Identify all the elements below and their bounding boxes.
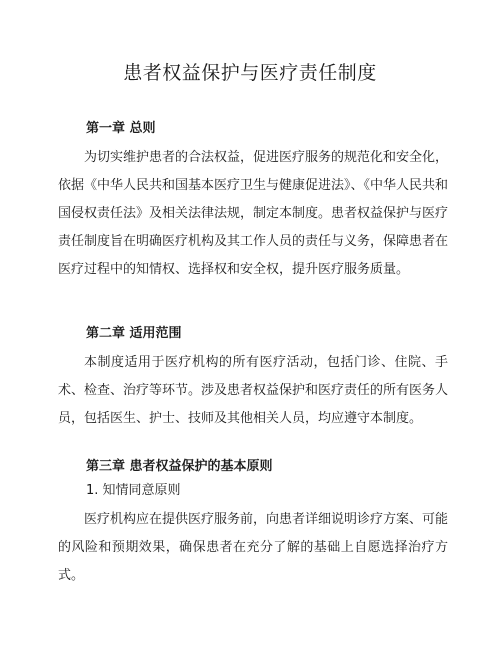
section-heading: 第一章 总则 [86,121,156,136]
section-scope [58,325,448,433]
section-basic-principles [58,458,448,590]
document-title: 患者权益保护与医疗责任制度 [123,62,377,84]
section-heading: 第二章 适用范围 [86,326,182,341]
section-heading: 第三章 患者权益保护的基本原则 [86,459,273,474]
section-paragraph: 为切实维护患者的合法权益，促进医疗服务的规范化和安全化，依据《中华人民共和国基本医疗卫生与健康促进法》、《中华人民共和国侵权责任法》及相关法律法规，制定本制度。患者权益保护与医疗责任制度旨在明确医疗机构及其工作人员的责任与义务，保障患者在医疗过程中的知情权、选择权和安全权，提升医疗服务质量。 [58,150,449,277]
section-paragraph: 本制度适用于医疗机构的所有医疗活动，包括门诊、住院、手术、检查、治疗等环节。涉及患者权益保护和医疗责任的所有医务人员，包括医生、护士、技师及其他相关人员，均应遵守本制度。 [58,355,449,426]
subsection-heading: 1. 知情同意原则 [86,483,181,498]
section-general-provisions [58,120,448,284]
section-paragraph: 医疗机构应在提供医疗服务前，向患者详细说明诊疗方案、可能的风险和预期效果，确保患者在充分了解的基础上自愿选择治疗方式。 [58,512,449,583]
